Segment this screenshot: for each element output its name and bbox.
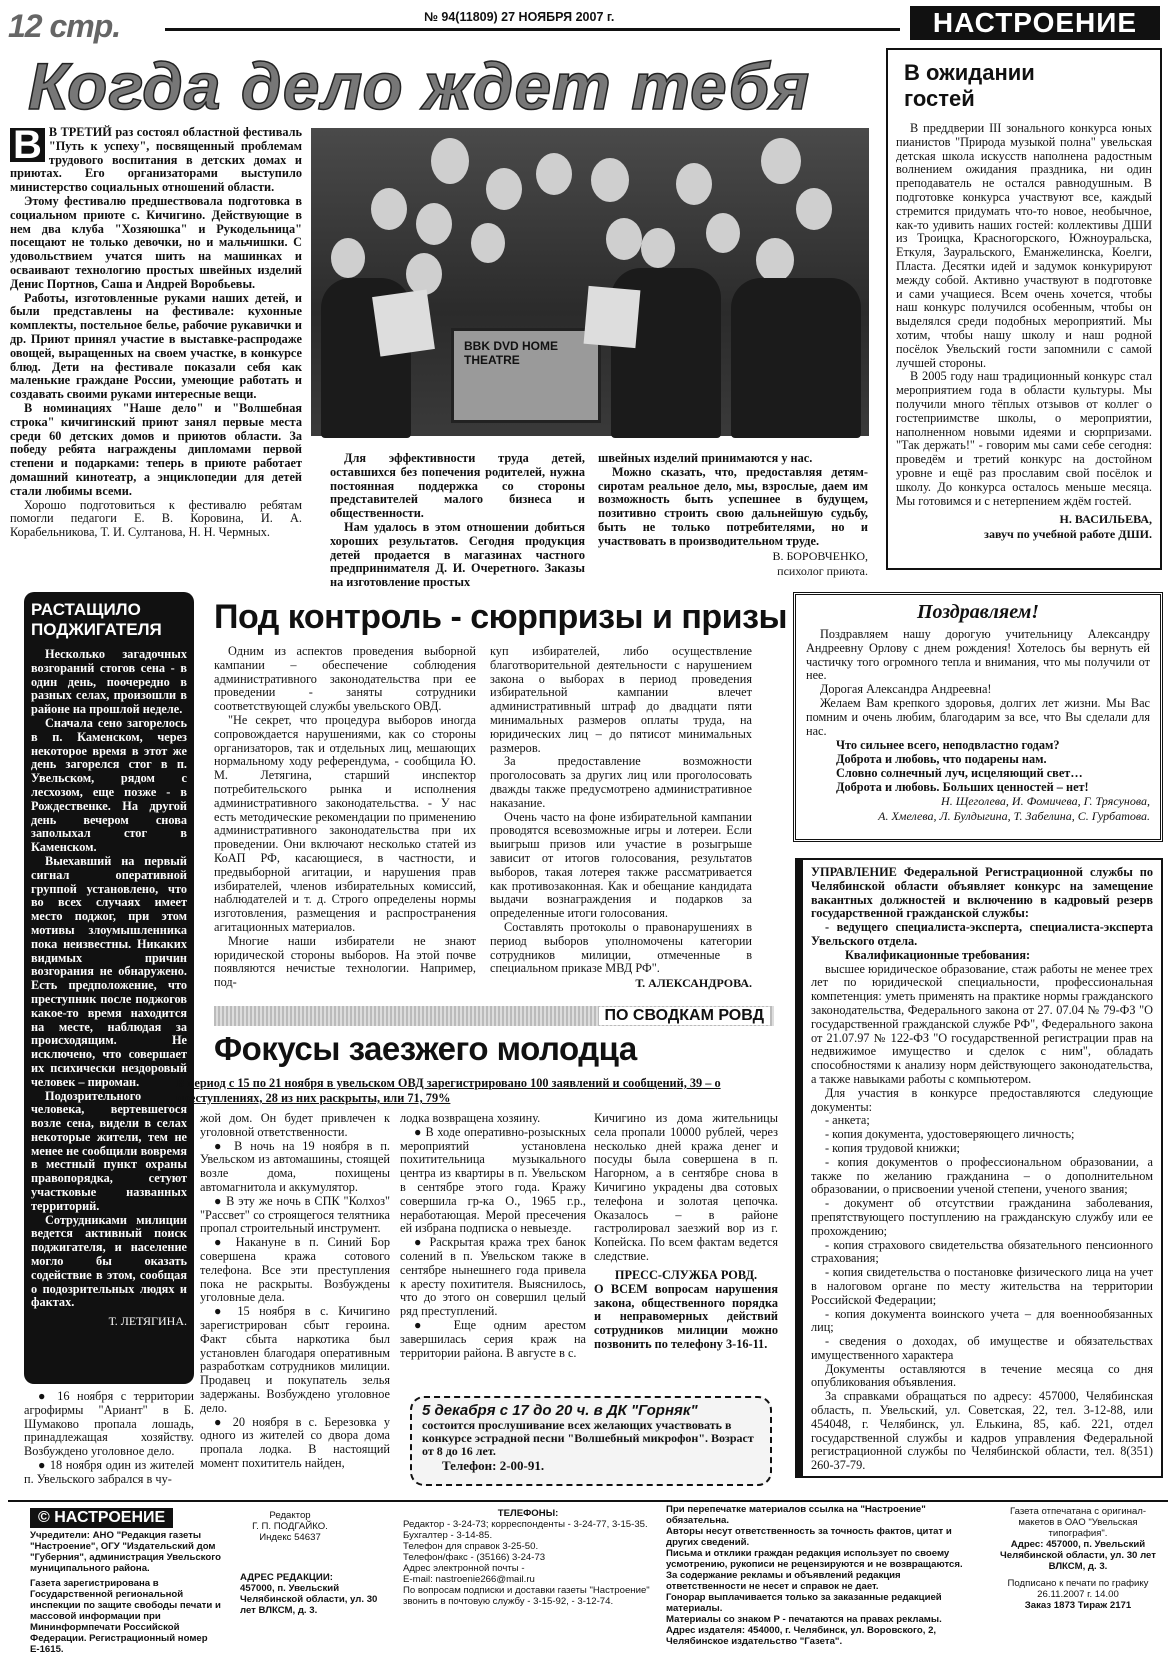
guests-role: завуч по учебной работе ДШИ.: [984, 527, 1152, 542]
rosreg-list: [811, 963, 1153, 1473]
rosreg-intro: УПРАВЛЕНИЕ Федеральной Регистрационной службы по Челябинской области объявляет конкурс на замещение вакантных должностей и включению в кадровый резерв государственной гражданской службы:: [811, 865, 1153, 921]
rosreg-item: - копия свидетельства о постановке физического лица на учет в налоговом органе по месту жительства на территории Российской Федерации;: [811, 1265, 1153, 1307]
article1-col3: [598, 452, 868, 579]
prizes-title: Под контроль - сюрпризы и призы: [214, 598, 788, 636]
police-item: ● Еще одним арестом завершилась серия краж на территории района. В августе в с.: [400, 1317, 586, 1360]
rosreg-item: Документы оставляются в течение месяца со дня опубликования объявления.: [811, 1361, 1153, 1390]
arson-p2: Сначала сено загорелось в п. Каменском, через некоторое время в этот же день загорелся стог в п. Увельском, рядом с лесхозом, еще позже - в Рождественке. На другой день вечером снова заполыхал стог в Каменском.: [31, 715, 187, 855]
police-item: ● В эту же ночь в СПК "Колхоз" "Рассвет" со строящегося телятника пропал строительный инструмент.: [200, 1193, 390, 1236]
announce-text: состоится прослушивание всех желающих участвовать в конкурсе эстрадной песни "Волшебный микрофон". Возраст от 8 до 16 лет.: [422, 1418, 754, 1458]
footer-address-title: АДРЕС РЕДАКЦИИ:: [240, 1572, 333, 1583]
police-item: ● Накануне в п. Синий Бор совершена кража сотового телефона. Все эти преступления пока не раскрыты. Возбуждены уголовные дела.: [200, 1235, 390, 1305]
guests-box: [886, 48, 1162, 570]
footer-note: Авторы несут ответственность за точность фактов, цитат и других сведений.: [666, 1526, 952, 1548]
footer-phone-line: По вопросам подписки и доставки газеты "Настроение": [403, 1585, 650, 1596]
article1-p6: Для эффективности труда детей, оставшихся без попечения родителей, нужна постоянная поддержка со стороны представителей малого бизнеса и общественности.: [330, 451, 585, 521]
police-band-label: ПО СВОДКАМ РОВД: [599, 1007, 770, 1025]
announce-box: [410, 1396, 772, 1486]
congrats-p1: Поздравляем нашу дорогую учительницу Александру Андреевну Орлову с днем рождения! Хотелось бы вернуть ей частичку того огромного тепла и внимания, что мы получили от нее.: [806, 627, 1150, 683]
congrats-signers: Н. Щеголева, И. Фомичева, Г. Трясунова,: [941, 794, 1150, 809]
press-text: О ВСЕМ вопросам нарушения закона, общественного порядка и неправомерных действий сотрудников милиции можно позвонить по телефону 3-16-11.: [594, 1281, 778, 1351]
prizes-p1: Одним из аспектов проведения выборной кампании – обеспечение соблюдения административного законодательства при ее проведении - заняты сотрудники соответствующей службы увельского ОВД.: [214, 644, 476, 714]
police-colA: [24, 1390, 194, 1487]
congrats-p3: Желаем Вам крепкого здоровья, долгих лет жизни. Мы Вас помним и очень любим, благодарим за все, что Вы сделали для нас.: [806, 695, 1150, 738]
footer-brand: © НАСТРОЕНИЕ: [30, 1508, 173, 1528]
footer-phone-line: звонить в почтовую службу - 3-15-92, - 3-12-74.: [403, 1596, 614, 1607]
footer-note: Адрес издателя: 454000, г. Челябинск, ул. Воровского, 2, Челябинское издательство "Газета".: [666, 1625, 937, 1647]
congrats-p2: Дорогая Александра Андреевна!: [820, 682, 992, 697]
guests-title: В ожидании гостей: [904, 60, 1035, 111]
prizes-p5: За предоставление возможности проголосовать за других лиц или проголосовать дважды также предусмотрено административное наказание.: [490, 754, 752, 810]
police-item: ● 15 ноября в с. Кичигино зарегистрирован сбыт героина. Факт сбыта наркотика был установлен благодаря оперативным разработкам сотрудников милиции. Продавец и покупатель зелья задержаны. Возбуждено уголовное дело.: [200, 1304, 390, 1415]
rosreg-item: высшее юридическое образование, стаж работы не менее трех лет по юридической специальности, профессиональная компетенция: уметь применять на практике нормы гражданского законодательства, Федерального закона от 27. 07.04 № 79-ФЗ "О государственной гражданской службе РФ", Федерального закона от 21.07.97 № 122-ФЗ "О государственной регистрации прав на недвижимое имущество и сделок с ним", обладать способностями к анализу норм действующего законодательства, а также навыками работы с компьютером.: [811, 961, 1153, 1086]
footer: [8, 1500, 1168, 1655]
rosreg-item: - копия документа воинского учета – для военнообязанных лиц;: [811, 1306, 1153, 1335]
page-number: 12 стр.: [8, 8, 121, 44]
poem-line: Что сильнее всего, неподвластно годам?: [836, 738, 1060, 753]
rosreg-item: - анкета;: [825, 1113, 870, 1128]
rosreg-item: - копия документов о профессиональном образовании, а также по желанию гражданина – о дополнительном образовании, о присвоении ученой степени, ученого звания;: [811, 1154, 1153, 1197]
rosreg-item: - копия страхового свидетельства обязательного пенсионного страхования;: [811, 1237, 1153, 1266]
police-item: ● Раскрытая кража трех банок солений в п. Увельском также в сентябре нынешнего года привела к аресту похитителя. Выяснилось, что до этого он совершил целый ряд преступлений.: [400, 1235, 586, 1319]
footer-note: За содержание рекламы и объявлений редакция ответственности не несет и справок не дает.: [666, 1570, 901, 1592]
press-title: ПРЕСС-СЛУЖБА РОВД.: [614, 1267, 758, 1282]
footer-phone-line: E-mail: nastroenie266@mail.ru: [403, 1574, 535, 1585]
footer-note: Гонорар выплачивается только за заказанные редакцией материалы.: [666, 1592, 942, 1614]
police-item: Кичигино из дома жительницы села пропали 10000 рублей, через несколько дней кража денег и посуды была совершена в п. Нагорном, а в сентябре снова в Кичигино украдены два сотовых телефона и золотая цепочка. Оказалось – в районе гастролировал заезжий вор из г. Копейска. По всем фактам ведется следствие.: [594, 1111, 778, 1263]
footer-registered: Газета зарегистрирована в Государственной региональной инспекции по защите свободы печати и массовой информации при Мининформпечати Российской Федерации. Регистрационный номер Е-1615.: [30, 1578, 221, 1655]
police-colD: [594, 1112, 778, 1352]
footer-note: При перепечатке материалов ссылка на "Настроение" обязательна.: [666, 1504, 926, 1526]
rosreg-item: - копия документа, удостоверяющего личность;: [825, 1127, 1075, 1142]
poem-line: Доброта и любовь, что подарены нам.: [836, 752, 1047, 767]
police-item: жой дом. Он будет привлечен к уголовной ответственности.: [200, 1111, 390, 1139]
article1-p5: Хорошо подготовиться к фестивалю ребятам помогли педагоги Е. В. Коровина, И. А. Корабельникова, Т. И. Султанова, Н. Н. Чермных.: [10, 497, 302, 540]
tv-box: BBK DVD HOME THEATRE: [451, 328, 601, 423]
article1-p2: Этому фестивалю предшествовала подготовка в социальном приюте с. Кичигино. Действующие в нем два клуба "Хозяюшка" и Рукодельница" посещают не только девочки, но и мальчишки. С удовольствием учатся шить на машинках и осваивают технологию простых швейных изделий Денис Портнов, Саша и Андрей Воробьевы.: [10, 193, 302, 291]
announce-headline: 5 декабря с 17 до 20 ч. в ДК "Горняк": [422, 1402, 698, 1419]
prizes-p7: Составлять протоколы о правонарушениях в период выборов уполномочены категории сотрудников милиции, отмеченные в специальном приказе МВД РФ".: [490, 919, 752, 976]
footer-print-addr: Адрес: 457000, п. Увельский Челябинской области, ул. 30 лет ВЛКСМ, д. 3.: [1000, 1539, 1156, 1572]
police-title: Фокусы заезжего молодца: [214, 1030, 637, 1067]
footer-signed: Подписано к печати по графику 26.11.2007 г. 14.00: [1007, 1578, 1149, 1600]
footer-note: Материалы со знаком Р - печатаются на правах рекламы.: [666, 1614, 942, 1625]
article1-p1: В ТРЕТИЙ раз состоял областной фестиваль "Путь к успеху", посвященный проблемам трудового воспитания в детских домах и приютах. Его организаторами выступило министерство социальных отношений области.: [10, 125, 302, 195]
newspaper-brand: НАСТРОЕНИЕ: [910, 6, 1160, 40]
article1-p9: Можно сказать, что, предоставляя детям-сиротам реальное дело, мы, взрослые, даем им возможность быть успешнее в будущем, позитивно строить свою дальнейшую судьбу, быть не только потребителями, но и участвовать в производительном труде.: [598, 464, 868, 548]
prizes-p6: Очень часто на фоне избирательной кампании проводятся всевозможные игры и лотереи. Если выигрыш призов или участие в розыгрыше зависит от итогов голосования, результатов выборов, такая лотерея также рассматривается как противозаконная. Как и обещание кандидата выдачи вознаграждения и подарков за определенные итоги голосования.: [490, 809, 752, 921]
footer-phone-line: Редактор - 3-24-73; корреспонденты - 3-24-77, 3-15-35.: [403, 1519, 648, 1530]
diploma: [372, 289, 435, 356]
prizes-col2: [490, 645, 752, 991]
footer-index: Индекс 54637: [259, 1532, 321, 1543]
footer-editor: Г. П. ПОДГАЙКО.: [252, 1521, 328, 1532]
arson-p4: Подозрительного человека, вертевшегося возле сена, видели в селах некоторые жители, тем не менее не сообщили вовремя в местный пункт охраны правопорядка, сетуют участковые названных территорий.: [31, 1088, 187, 1213]
arson-p5: Сотрудниками милиции ведется активный поиск поджигателя, и население могло бы оказать содействие в этом, сообщая о подозрительных людях и фактах.: [31, 1212, 187, 1310]
congrats-title: Поздравляем!: [916, 601, 1040, 623]
footer-print: Газета отпечатана с оригинал-макетов в ОАО "Увельская типография".: [1009, 1506, 1147, 1539]
arson-p3: Выехавший на первый сигнал оперативной группой установлено, что во всех случаях имеет место поджог, при этом мотивы злоумышленника пока неизвестны. Никаких видимых причин возгорания не обнаружено. Есть предположение, что преступник после поджогов какое-то время находится на месте, наблюдая за происходящим. Не исключено, что совершает их психически нездоровый человек – пироман.: [31, 853, 187, 1089]
police-item: лодка возвращена хозяину.: [400, 1111, 541, 1125]
footer-phone-line: Телефон/факс - (35166) 3-24-73: [403, 1552, 546, 1563]
article1-p7: Нам удалось в этом отношении добиться хороших результатов. Сегодня продукция детей продается в магазинах частного предпринимателя Д. И. Очеретного. Заказы на изготовление простых: [330, 519, 585, 590]
poem-line: Словно солнечный луч, исцеляющий свет…: [836, 766, 1083, 781]
arson-author: Т. ЛЕТЯГИНА.: [108, 1314, 187, 1329]
congrats-box: [793, 592, 1163, 842]
article1-p8: швейных изделий принимаются у нас.: [598, 451, 813, 465]
rosreg-position: - ведущего специалиста-эксперта, специалиста-эксперта Увельского отдела.: [811, 920, 1153, 948]
prizes-col1: [214, 645, 476, 990]
congrats-signers: А. Хмелева, Л. Булдыгина, Т. Забелина, С. Гурбатова.: [878, 809, 1150, 824]
police-item: ● 16 ноября с территории агрофирмы "Ариант" в Б. Шумаково пропала лошадь, принадлежащая хозяйству. Возбуждено уголовное дело.: [24, 1389, 194, 1459]
article1-author-role: психолог приюта.: [777, 563, 868, 578]
footer-editor-label: Редактор: [269, 1510, 311, 1521]
poem-line: Доброта и любовь. Больших ценностей – нет!: [836, 780, 1089, 795]
rosreg-box: [795, 858, 1163, 1478]
rosreg-item: За справками обращаться по адресу: 457000, Челябинская область, п. Увельский, ул. Советская, 22, тел. 3-12-88, или 454048, г. Челябинск, ул. Елькина, 85, каб. 221, отдел государственной службы и кадров управления Федеральной регистрационной службы по Челябинской области, тел. 8(351) 260-37-79.: [811, 1389, 1153, 1473]
prizes-p4: куп избирателей, либо осуществление благотворительной деятельности с нарушением закона о выборах в период проведения избирательной кампании влечет административный штраф до двадцати пяти минимальных размеров оплаты труда, на юридических лиц – до пятисот минимальных размеров.: [490, 644, 752, 755]
police-lead: В период с 15 по 21 ноября в увельском ОВД зарегистрировано 100 заявлений и сообщений, 39 – о преступлениях, 28 из них раскрыты, или 71, 79%: [176, 1076, 721, 1105]
article1-p3: Работы, изготовленные руками наших детей, и были представлены на фестивале: кухонные комплекты, постельное белье, рабочие рукавички и др. Приют принял участие в выставке-распродаже овощей, выращенных на своем участке, в конкурсе блюд. Дети на фестивале показали себя как маленькие граждане России, умеющие работать и создавать своими руками интересные вещи.: [10, 290, 302, 402]
police-colC: [400, 1112, 586, 1360]
header-rule: [165, 28, 900, 31]
police-item: ● 18 ноября один из жителей п. Увельского забрался в чу-: [24, 1457, 194, 1486]
footer-notes: [666, 1504, 976, 1647]
arson-title: РАСТАЩИЛО ПОДЖИГАТЕЛЯ: [31, 600, 162, 639]
children-photo: [311, 128, 869, 436]
footer-phone-line: Адрес электронной почты -: [403, 1563, 525, 1574]
footer-phones: [403, 1519, 653, 1607]
rosreg-item: - сведения о доходах, об имуществе и обязательствах имущественного характера: [811, 1334, 1153, 1362]
police-item: ● 20 ноября в с. Березовка у одного из жителей со двора дома пропала лодка. В настоящий момент похититель найден,: [200, 1414, 390, 1470]
footer-phones-title: ТЕЛЕФОНЫ:: [497, 1508, 559, 1519]
dropcap: В: [10, 128, 45, 162]
guests-p2: В 2005 году наш традиционный конкурс стал мероприятием года в области культуры. Мы получили много тёплых отзывов от коллег о гостеприимстве школы, о мероприятии, наполненном новыми идеями и сюрпризами. "Так держать!" - говорим мы сами себе сегодня: проведём и третий конкурс на достойном уровне и ещё раз прославим свой посёлок и школу. До конкурса осталось меньше месяца. Мы готовимся и с нетерпением ждём гостей.: [896, 369, 1152, 508]
issue-date: № 94(11809) 27 НОЯБРЯ 2007 г.: [420, 10, 618, 24]
article1-p4: В номинациях "Наше дело" и "Волшебная строка" кичигинский приют занял первые места среди 60 детских домов и приютов области. За победу ребята награждены дипломами первой степени и подарками: теперь в приюте работает домашний кинотеатр, а энциклопедии для детей стали любимы всеми.: [10, 400, 302, 498]
announce-phone: Телефон: 2-00-91.: [442, 1458, 545, 1473]
diploma: [584, 286, 641, 348]
footer-address: 457000, п. Увельский Челябинской области, ул. 30 лет ВЛКСМ, д. 3.: [240, 1583, 378, 1616]
prizes-p2: "Не секрет, что процедура выборов иногда сопровождается нарушениями, как со стороны организаторов, так и отдельных лиц, мешающих нормальному ходу референдума, - сообщила Ю. М. Летягина, старший инспектор потребительского рынка и исполнения административного законодательства. - У нас есть методические рекомендации по применению административного законодательства при их проведении. Они включают несколько статей из КоАП РФ, касающиеся, в частности, и предвыборной агитации, и нарушения прав избирателей, членов избирательных комиссий, наблюдателей и т. д. Строго определены нормы изготовления, размещения и распространения агитационных материалов.: [214, 712, 476, 934]
arson-box: [24, 592, 194, 1384]
article1-col2: [330, 452, 585, 590]
footer-note: Письма и отклики граждан редакция использует по своему усмотрению, рукописи не рецензируются и не возвращаются.: [666, 1548, 963, 1570]
police-item: ● В ночь на 19 ноября в п. Увельском из автомашины, стоящей возле дома, похищены автомагнитола и аккумулятор.: [200, 1138, 390, 1194]
guests-p1: В преддверии III зонального конкурса юных пианистов "Природа музыкой полна" увельская детская школа искусств наполнена радостным волнением ожидания праздника, ни один преподаватель не остался равнодушным. В подготовке конкурса участвуют все, каждый стремится придумать что-то новое, необычное, как-то удивить наших гостей: коллективы ДШИ из Троицка, Красногорского, Южноуральска, Еткуля, Зауральского, Еманжелинска, Коелги, Пласта. Десятки идей и задумок конкурируют между собой. Активно участвуют в подготовке и сами учащиеся. Всем очень хочется, чтобы наш конкурс получился особенным, чтобы он выделялся среди подобных мероприятий. Мы хотим, чтобы нашу школу и наш родной посёлок Увельский гости запомнили с самой лучшей стороны.: [896, 121, 1152, 370]
guests-author: Н. ВАСИЛЬЕВА,: [1059, 512, 1152, 527]
article1-author: В. БОРОВЧЕНКО,: [772, 548, 868, 563]
footer-founders: Учредители: АНО "Редакция газеты "Настроение", ОГУ "Издательский дом "Губерния", администрация Увельского муниципального района.: [30, 1530, 221, 1574]
article1-col1: [10, 123, 302, 540]
arson-p1: Несколько загадочных возгораний стогов сена - в один день, поочередно в разных селах, произошли в районе на прошлой неделе.: [31, 647, 187, 717]
footer-phone-line: Бухгалтер - 3-14-85.: [403, 1530, 493, 1541]
rosreg-item: - документ об отсутствии гражданина заболевания, препятствующего поступлению на гражданскую службу или ее прохождению;: [811, 1196, 1153, 1238]
rosreg-item: Для участия в конкурсе предоставляются следующие документы:: [811, 1085, 1153, 1114]
footer-order: Заказ 1873 Тираж 2171: [1024, 1600, 1132, 1611]
police-item: ● В ходе оперативно-розыскных мероприятий установлена похитительница музыкального центра из квартиры в п. Увельском в сентябре этого года. Кражу совершила гр-ка О., 1965 г.р., неработающая. Мерой пресечения ей избрана подписка о невыезде.: [400, 1124, 586, 1236]
prizes-author: Т. АЛЕКСАНДРОВА.: [635, 976, 752, 991]
prizes-p3: Многие наши избиратели не знают юридической стороны выборов. На этой почве появляются нечистые технологии. Например, под-: [214, 933, 476, 990]
footer-phone-line: Телефон для справок 3-25-50.: [403, 1541, 539, 1552]
rosreg-item: - копия трудовой книжки;: [825, 1140, 960, 1155]
article-title-main: Когда дело ждет тебя: [28, 49, 811, 123]
police-colB: [200, 1112, 390, 1471]
rosreg-req-title: Квалификационные требования:: [845, 947, 1031, 962]
police-band: [214, 1006, 774, 1026]
